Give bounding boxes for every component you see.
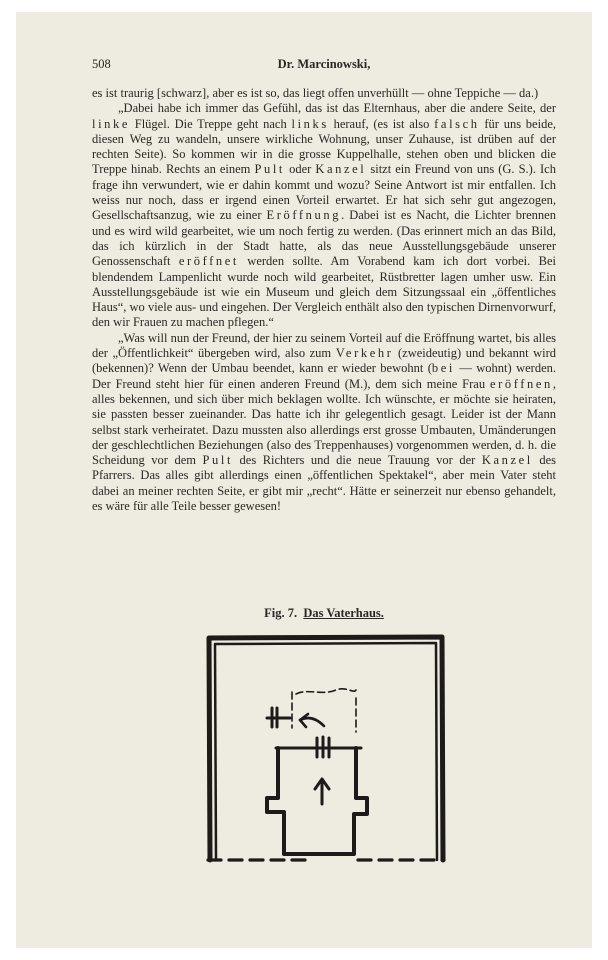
text-run: oder <box>285 162 316 177</box>
spaced-emphasis: bei <box>431 361 455 376</box>
spaced-emphasis: falsch <box>434 116 480 131</box>
text-run: es ist traurig [schwarz], aber es ist so, das liegt offen unverhüllt — ohne Teppiche — da.) <box>92 86 539 100</box>
stair-enclosure <box>267 748 367 854</box>
text-run: des Richters und die neue Trauung vor der <box>233 453 482 468</box>
body-text <box>92 86 556 514</box>
text-run: . Dabei ist es Nacht, die Lichter brennen und es wird wild gearbeitet, wie um noch fertig zu werden. (Das erinnert mich an das Bild, das ich kürzlich in der Stadt hatte, als das neue Ausstellungsgebäude unserer Genossenschaft <box>92 208 556 269</box>
text-run: werden sollte. Am Vorabend kam ich dort vorbei. Bei blendendem Lampenlicht wurde noch wild gearbeitet, Rüstbretter lagen umher usw. Ein Ausstellungsgebäude ist wie ein Museum und gleich dem Sitzungssaal ein „öffentliches Haus“, wo viele aus- und eingehen. Der Vergleich enthält also den typischen Dirnenvorwurf, den wir Frauen zu machen pflegen.“ <box>92 254 556 330</box>
text-run: Flügel. Die Treppe geht nach <box>130 116 292 131</box>
up-arrow <box>315 779 329 804</box>
text-run: herauf, (es ist also <box>328 116 435 131</box>
text-run: „Dabei habe ich immer das Gefühl, das ist das Elternhaus, aber die andere Seite, der <box>118 101 556 116</box>
spaced-emphasis: links <box>291 116 329 131</box>
floor-plan-sketch <box>196 624 456 874</box>
text-run: sitzt ein Freund von uns (G. S.). Ich frage ihn verwundert, wie er dahin kommt und wozu? Seine Antwort ist mir entfallen. Ich weiss nur noch, dass er irgend einen Vorteil erwartet. Er hat sich sehr gut angezogen, Gesellschaftsanzug, wie zu einer <box>92 162 556 223</box>
text-run: (zweideutig) und bekannt wird (bekennen)? Wenn der Umbau beendet, kann er wieder bewohnt ( <box>92 346 556 376</box>
stair-symbol <box>267 708 290 727</box>
spaced-emphasis: Verkehr <box>335 346 394 361</box>
text-run: des Pfarrers. Das alles gibt allerdings einen „öffentlichen Spektakel“, aber mein Vater steht dabei an meiner rechten Seite, er gibt mir „recht“. Hätte er seinerzeit nur ebenso gehandelt, es wäre für alle Teile besser gewesen! <box>92 453 556 514</box>
spaced-emphasis: Pult <box>254 162 286 177</box>
outer-wall-inner <box>215 643 437 860</box>
text-run: „Was will nun der Freund, der hier zu seinem Vorteil auf die Eröffnung wartet, bis alles der „Öffentlichkeit“ übergeben wird, also zum <box>92 330 556 361</box>
text-run: — wohnt) werden. Der Freund steht hier für einen anderen Freund (M.), dem sich meine Frau <box>92 361 556 391</box>
figure-caption <box>92 606 556 622</box>
figure-number: Fig. 7. <box>264 606 298 620</box>
paragraph <box>92 331 556 515</box>
spaced-emphasis: eröffnet <box>178 254 239 269</box>
text-run: , alles bekennen, und sich über mich beklagen wollte. Ich wünschte, er möchte sie heiraten, sie passten besser zueinander. Das hatte ich ihr gelegentlich gesagt. Leider ist der Mann selbst stark verheiratet. Dazu mussten also allerdings erst grosse Umbauten, Umänderungen der geschlechtlichen Beziehungen (also des Treppenhauses) vorgenommen werden, d. h. die Scheidung vor dem <box>92 376 556 468</box>
running-header <box>92 57 556 73</box>
spaced-emphasis: linke <box>92 116 130 131</box>
text-run: für uns beide, diesen Weg zu wandeln, unsere wirkliche Wohnung, unser Zuhause, ist drüben auf der rechten Seite). So kommen wir in die grosse Kuppelhalle, stehen oben und blicken die Treppe hinab. Rechts an einem <box>92 116 557 177</box>
figure-title: Das Vaterhaus. <box>303 606 384 620</box>
spaced-emphasis: Kanzel <box>315 162 367 177</box>
running-title: Dr. Marcinowski, <box>277 57 371 71</box>
spaced-emphasis: Kanzel <box>481 453 533 468</box>
spaced-emphasis: Eröffnung <box>266 208 342 223</box>
spaced-emphasis: Pult <box>202 453 234 468</box>
spaced-emphasis: eröffnen <box>489 376 553 391</box>
paragraph <box>92 86 556 101</box>
paragraph <box>92 101 556 330</box>
page-number: 508 <box>92 57 111 71</box>
